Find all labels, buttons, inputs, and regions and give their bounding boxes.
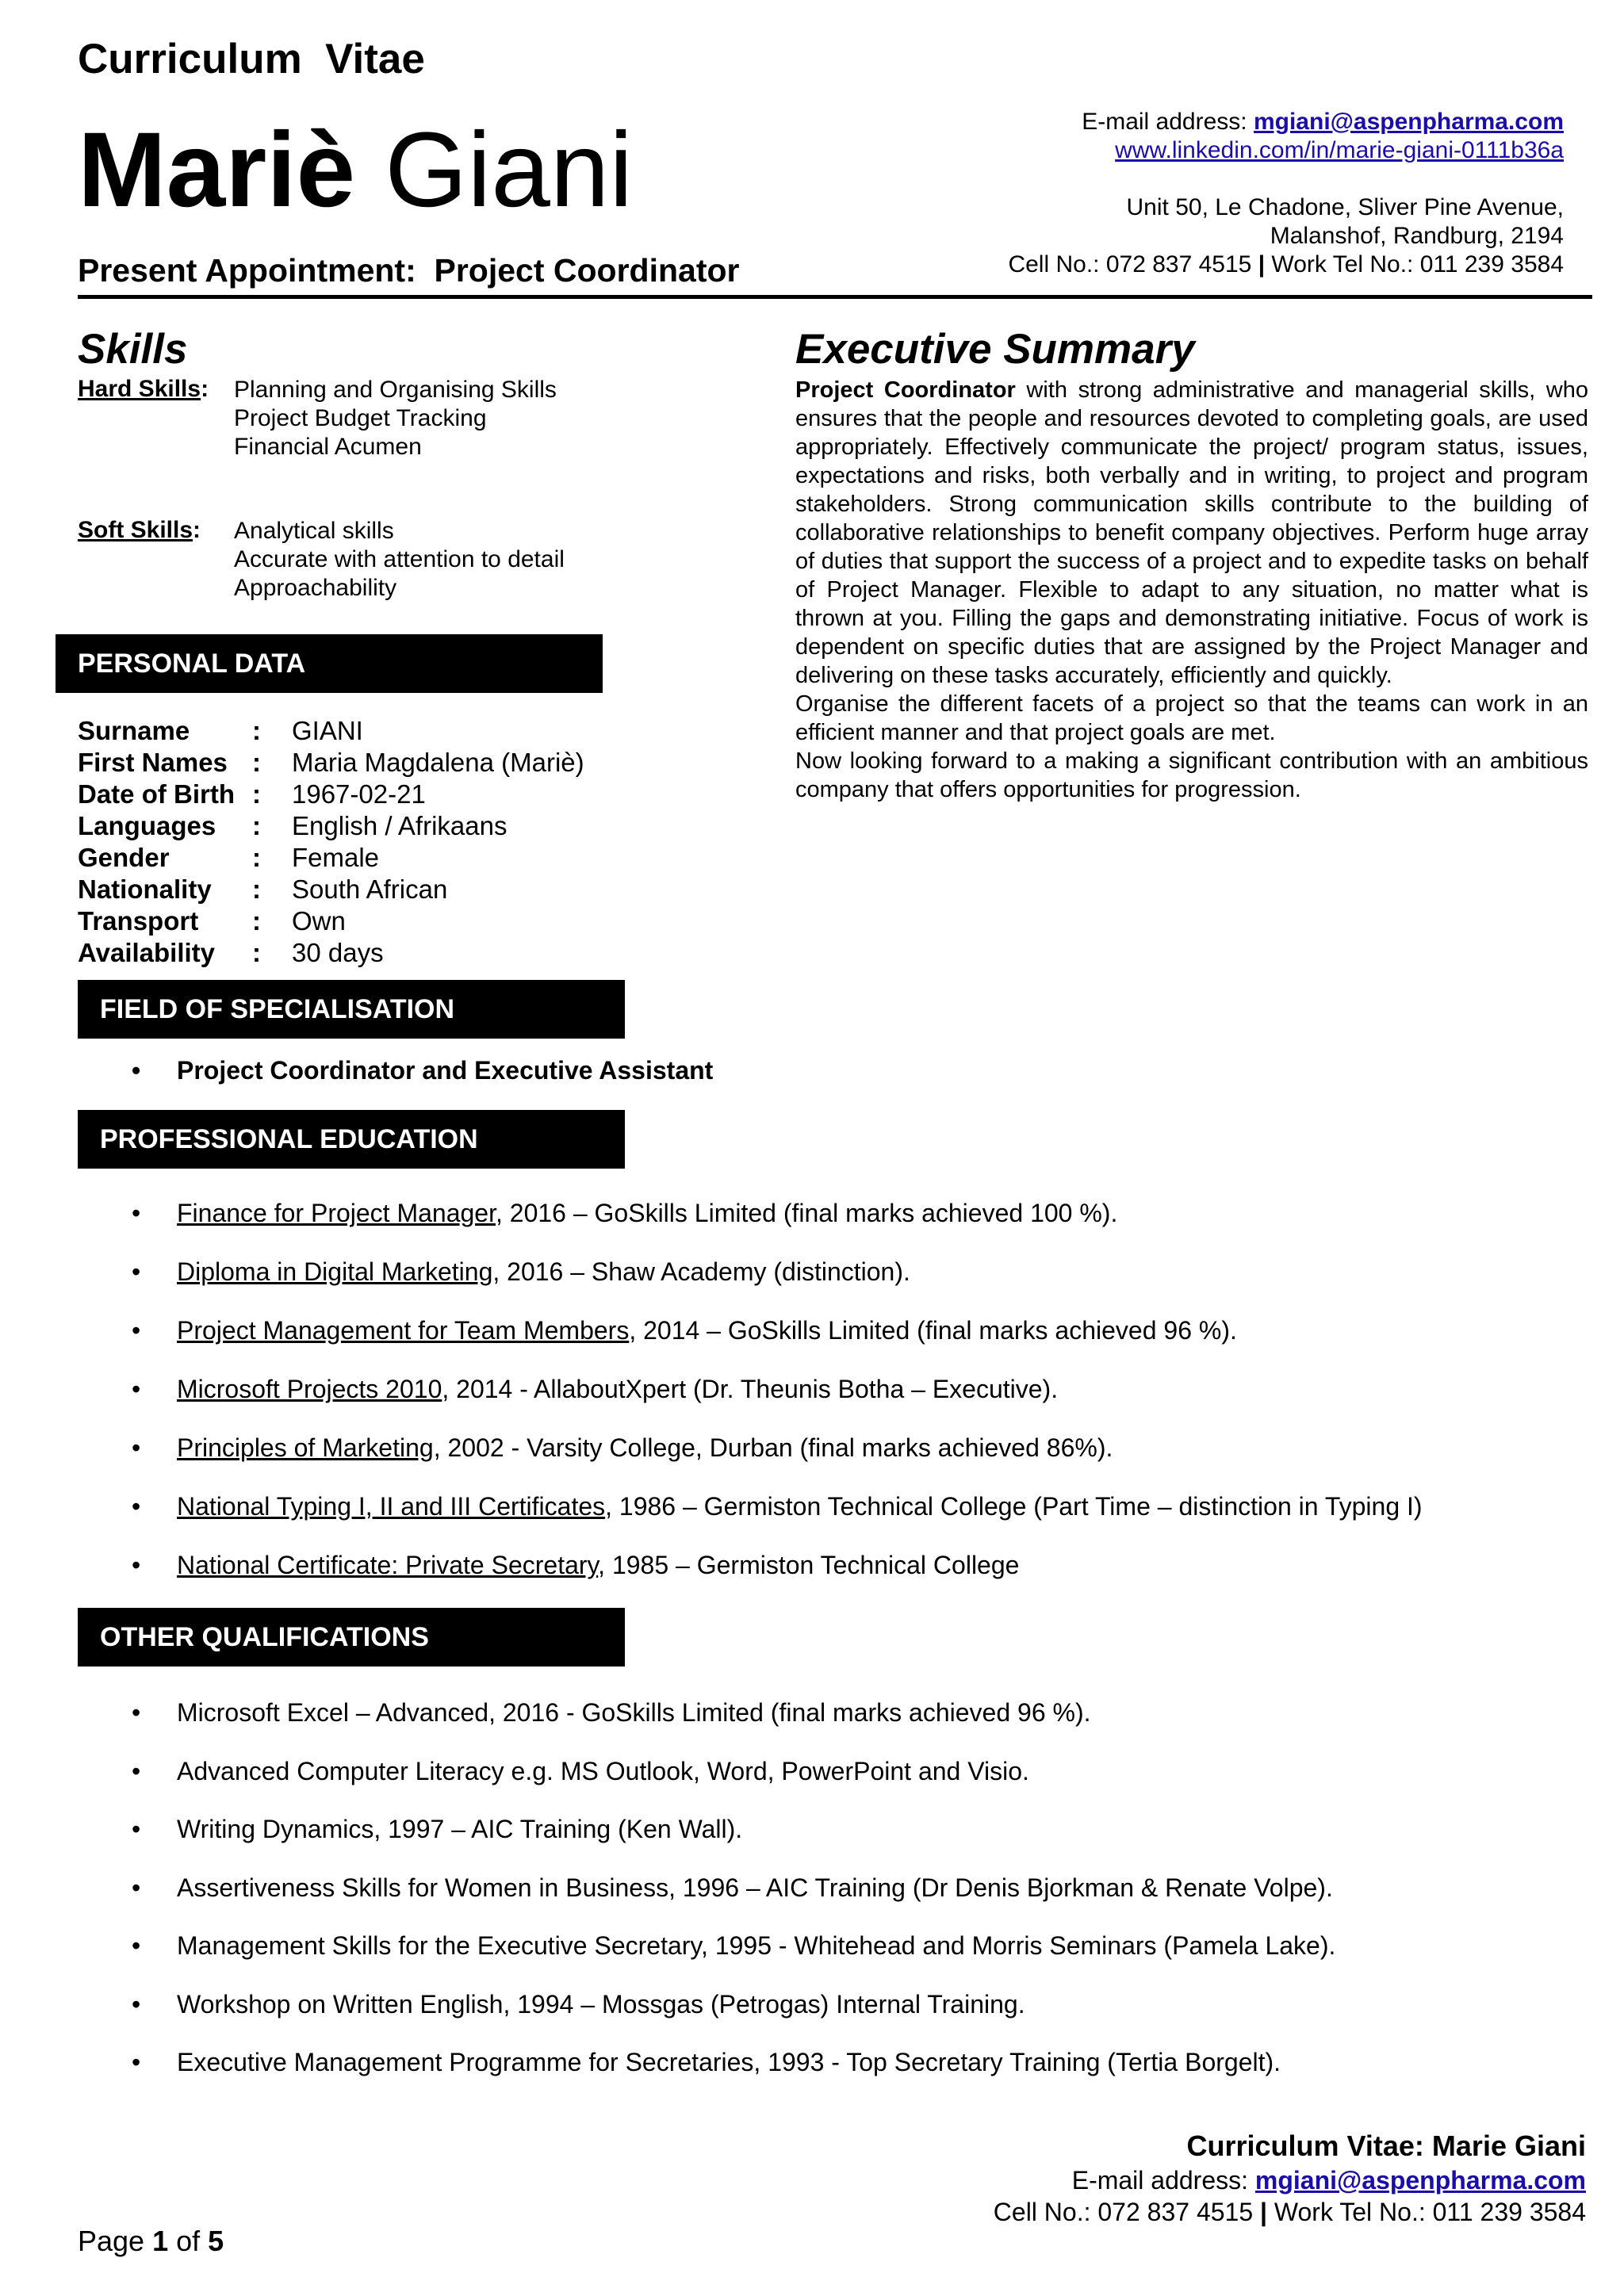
bullet-icon: •: [132, 1316, 141, 1345]
row-label: Gender: [78, 843, 170, 872]
first-name: Mariè: [78, 111, 356, 229]
personal-row: Surname : GIANI: [78, 716, 363, 745]
summary-paragraph: Organise the different facets of a project so that the teams can work in an efficient manner and that project goals are met.: [795, 691, 1588, 745]
executive-summary: [795, 376, 1588, 804]
summary-paragraph: Now looking forward to a making a significant contribution with an ambitious company that offers opportunities for progression.: [795, 748, 1588, 802]
summary-lead: Project Coordinator: [795, 377, 1016, 403]
hard-skill-item: Project Budget Tracking: [234, 405, 487, 431]
bullet-icon: •: [132, 1873, 141, 1902]
personal-row: Date of Birth : 1967-02-21: [78, 779, 426, 809]
list-item: • Microsoft Excel – Advanced, 2016 - GoSkills Limited (final marks achieved 96 %).: [78, 1695, 1335, 1754]
personal-row: Transport : Own: [78, 906, 346, 936]
bullet-icon: •: [132, 1492, 141, 1521]
hard-skills-list: [234, 376, 557, 461]
course-name: National Typing I, II and III Certificates: [177, 1492, 606, 1521]
course-detail: , 2014 - AllaboutXpert (Dr. Theunis Botha – Executive).: [442, 1375, 1059, 1403]
row-value: GIANI: [292, 716, 363, 745]
last-name: Giani: [385, 111, 634, 229]
row-value: 1967-02-21: [292, 779, 426, 809]
field-of-specialisation-banner: FIELD OF SPECIALISATION: [78, 980, 625, 1039]
row-label: Date of Birth: [78, 779, 235, 809]
row-label: Availability: [78, 938, 216, 967]
footer-email-link[interactable]: mgiani@aspenpharma.com: [1254, 2166, 1586, 2195]
list-item: [78, 1372, 1423, 1430]
course-name: National Certificate: Private Secretary: [177, 1551, 599, 1579]
bullet-icon: •: [132, 2048, 141, 2076]
contact-block: [1008, 108, 1564, 279]
list-item: • Assertiveness Skills for Women in Business, 1996 – AIC Training (Dr Denis Bjorkman & Renate Volpe).: [78, 1870, 1335, 1929]
professional-education-banner: PROFESSIONAL EDUCATION: [78, 1110, 625, 1169]
personal-data-banner: PERSONAL DATA: [56, 634, 603, 693]
skills-heading: Skills: [78, 326, 188, 373]
bullet-icon: •: [132, 1257, 141, 1286]
footer-title: Curriculum Vitae: Marie Giani: [1186, 2130, 1586, 2162]
row-label: Surname: [78, 716, 190, 745]
present-appointment: Present Appointment: Project Coordinator: [78, 252, 740, 289]
list-item: • Workshop on Written English, 1994 – Mossgas (Petrogas) Internal Training.: [78, 1987, 1335, 2045]
page-number: Page 1 of 5: [78, 2225, 224, 2257]
education-list: [78, 1196, 1423, 1606]
address-line-2: Malanshof, Randburg, 2194: [1270, 223, 1564, 249]
course-name: Project Management for Team Members: [177, 1316, 630, 1345]
bullet-icon: •: [132, 1989, 141, 2019]
hard-skills-label: Hard Skills:: [78, 376, 209, 402]
course-name: Principles of Marketing: [177, 1433, 434, 1462]
bullet-icon: •: [132, 1199, 141, 1227]
executive-summary-heading: Executive Summary: [795, 326, 1195, 373]
personal-row: Availability : 30 days: [78, 938, 384, 967]
hard-skill-item: Financial Acumen: [234, 434, 422, 460]
list-item: [78, 1548, 1423, 1606]
list-item: • Writing Dynamics, 1997 – AIC Training (Ken Wall).: [78, 1812, 1335, 1870]
list-item: [78, 1196, 1423, 1254]
soft-skill-item: Accurate with attention to detail: [234, 546, 565, 572]
row-value: Maria Magdalena (Mariè): [292, 748, 584, 777]
email-label: E-mail address:: [1082, 109, 1254, 135]
phone-line: [1008, 251, 1564, 279]
email-line: [1008, 108, 1564, 136]
summary-paragraph: Project Coordinator with strong administrative and managerial skills, who ensures that the people and resources devoted to completing goals, are used appropriately. Effectively communicate the project/ program status, issues, expectations and risks, both verbally and in writing, to project and program stakeholders. Strong communication skills contribute to the building of collaborative relationships to benefit company objectives. Perform huge array of duties that support the success of a project and to expedite tasks on behalf of Project Manager. Flexible to adapt to any situation, no matter what is thrown at you. Filling the gaps and demonstrating initiative. Focus of work is dependent on specific duties that are assigned by the Project Manager and delivering on these tasks accurately, efficiently and quickly.: [795, 377, 1588, 688]
bullet-icon: •: [132, 1433, 141, 1462]
row-value: English / Afrikaans: [292, 811, 508, 840]
list-item: [78, 1313, 1423, 1372]
bullet-icon: •: [132, 1698, 141, 1727]
cell-number: Cell No.: 072 837 4515: [1008, 251, 1258, 277]
candidate-name: [78, 111, 634, 229]
bullet-icon: •: [132, 1931, 141, 1960]
personal-row: Languages : English / Afrikaans: [78, 811, 508, 840]
list-item: [78, 1254, 1423, 1313]
list-item: • Advanced Computer Literacy e.g. MS Outlook, Word, PowerPoint and Visio.: [78, 1754, 1335, 1812]
personal-row: First Names : Maria Magdalena (Mariè): [78, 748, 584, 777]
course-name: Diploma in Digital Marketing: [177, 1257, 493, 1286]
footer-phone-line: Cell No.: 072 837 4515 | Work Tel No.: 011 239 3584: [993, 2198, 1586, 2226]
address-line-1: Unit 50, Le Chadone, Sliver Pine Avenue,: [1126, 194, 1564, 220]
course-detail: , 2002 - Varsity College, Durban (final marks achieved 86%).: [433, 1433, 1113, 1462]
bullet-icon: •: [132, 1756, 141, 1785]
course-detail: , 2016 – GoSkills Limited (final marks achieved 100 %).: [495, 1199, 1118, 1227]
personal-row: Nationality : South African: [78, 874, 448, 904]
row-label: Nationality: [78, 874, 212, 904]
footer-email-line: E-mail address: mgiani@aspenpharma.com: [1071, 2166, 1586, 2195]
course-detail: , 2014 – GoSkills Limited (final marks achieved 96 %).: [629, 1316, 1237, 1345]
course-name: Finance for Project Manager: [177, 1199, 496, 1227]
course-detail: , 2016 – Shaw Academy (distinction).: [492, 1257, 910, 1286]
list-item: [78, 1430, 1423, 1489]
bullet-icon: •: [132, 1815, 141, 1843]
personal-row: Gender : Female: [78, 843, 380, 872]
soft-skills-label: Soft Skills:: [78, 517, 201, 543]
row-label: Transport: [78, 906, 199, 936]
header-rule: [78, 295, 1592, 299]
other-qualifications-banner: OTHER QUALIFICATIONS: [78, 1608, 625, 1667]
soft-skills-list: [234, 517, 565, 603]
personal-data-table: [78, 715, 633, 969]
soft-skill-item: Analytical skills: [234, 518, 394, 544]
list-item: [78, 1489, 1423, 1548]
work-tel: Work Tel No.: 011 239 3584: [1265, 251, 1564, 277]
list-item: • Executive Management Programme for Secretaries, 1993 - Top Secretary Training (Tertia Borgelt).: [78, 2045, 1335, 2103]
course-name: Microsoft Projects 2010: [177, 1375, 442, 1403]
other-qualifications-list: [78, 1695, 1335, 2103]
row-value: South African: [292, 874, 448, 904]
email-link[interactable]: mgiani@aspenpharma.com: [1253, 109, 1564, 135]
bullet-icon: •: [132, 1056, 141, 1085]
row-value: Female: [292, 843, 380, 872]
row-value: Own: [292, 906, 346, 936]
page-footer: [994, 2128, 1586, 2228]
list-item: • Management Skills for the Executive Secretary, 1995 - Whitehead and Morris Seminars (Pamela Lake).: [78, 1928, 1335, 1987]
row-value: 30 days: [292, 938, 384, 967]
document-title: Curriculum Vitae: [78, 36, 425, 82]
soft-skill-item: Approachability: [234, 575, 397, 601]
bullet-icon: •: [132, 1375, 141, 1403]
list-item: • Project Coordinator and Executive Assistant: [78, 1053, 713, 1088]
specialisation-list: [78, 1053, 713, 1088]
course-detail: , 1985 – Germiston Technical College: [598, 1551, 1020, 1579]
bullet-icon: •: [132, 1551, 141, 1579]
course-detail: , 1986 – Germiston Technical College (Part Time – distinction in Typing I): [605, 1492, 1423, 1521]
row-label: First Names: [78, 748, 228, 777]
separator: |: [1258, 251, 1266, 277]
linkedin-link[interactable]: www.linkedin.com/in/marie-giani-0111b36a: [1115, 137, 1564, 163]
row-label: Languages: [78, 811, 216, 840]
hard-skill-item: Planning and Organising Skills: [234, 377, 557, 403]
